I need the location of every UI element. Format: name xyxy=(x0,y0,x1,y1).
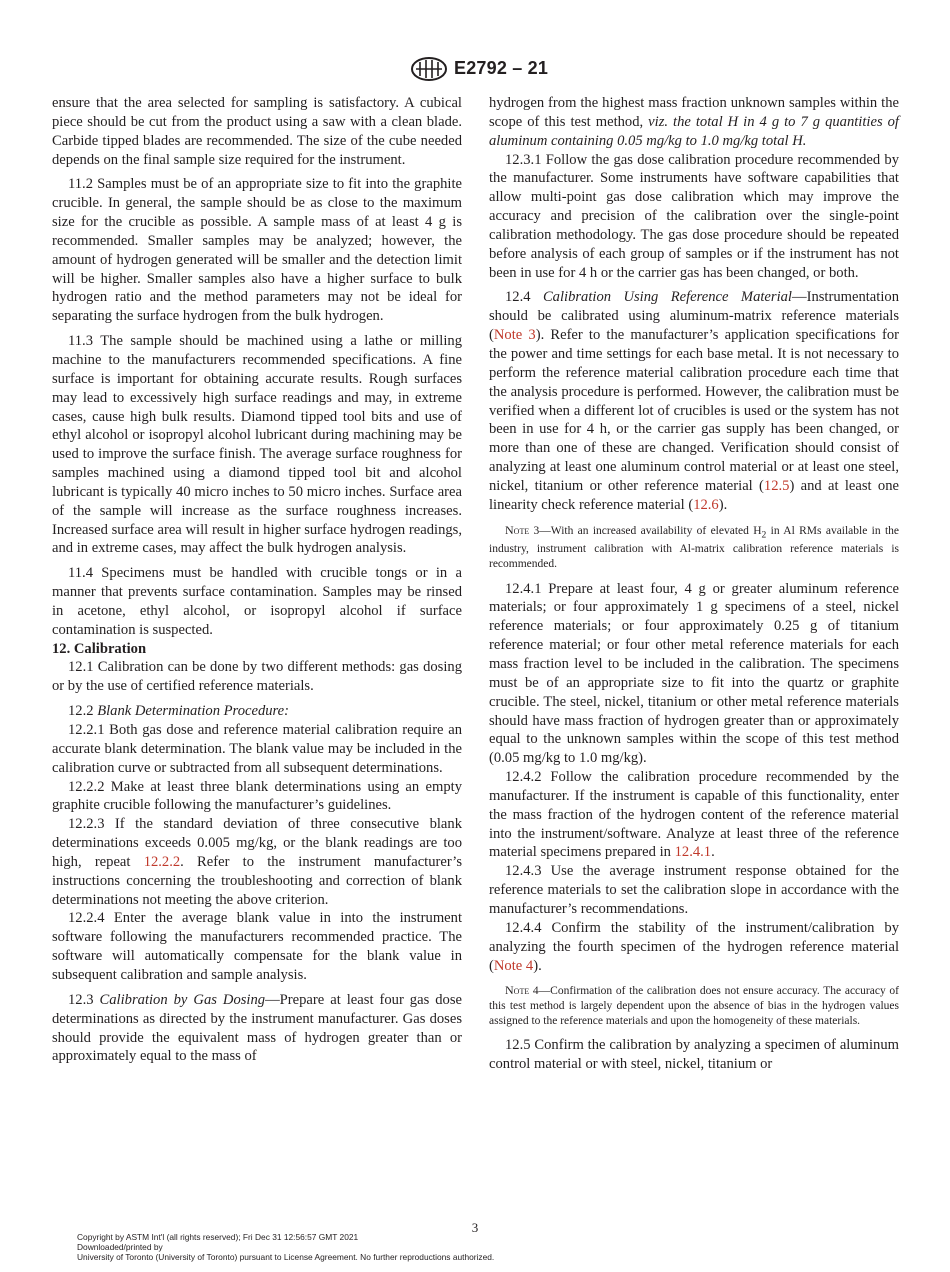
link-note-3[interactable]: Note 3 xyxy=(493,327,536,344)
paragraph-12-4: 12.4 Calibration Using Reference Material—Instrumentation should be calibrated using aluminum-matrix reference materials (Note 3). Refer to the manufacturer’s application specifications for the power and time settings for each base metal. It is not necessary to perform the reference material calibration procedure each time that the analysis procedure is performed. However, the calibration must be verified when a different lot of crucibles is used or the system has not been in use for 4 h, or the carrier gas supply has been changed, or more than one of these are changed. Verification should consist of analyzing at least one aluminum control material or at least one steel, nickel, titanium or other reference material (12.5) and at least one linearity check reference material (12.6). xyxy=(489,289,899,513)
paragraph-12-4-1: 12.4.1 Prepare at least four, 4 g or greater aluminum reference materials; or four approximately 1 g specimens of a steel, nickel reference materials; or four approximately 0.25 g of titanium reference material; or four other metal reference materials for each mass fraction level to be included in the calibration. The specimens must be of an appropriate size to fit into the quartz or graphite crucible. The steel, nickel, titanium or other metal reference materials should have mass fraction of hydrogen greater than or approximately equal to the unknown samples within the scope of this test method (0.05 mg/kg to 1.0 mg/kg). xyxy=(489,580,899,767)
link-note-4[interactable]: Note 4 xyxy=(493,957,534,974)
paragraph-12-3-1: 12.3.1 Follow the gas dose calibration procedure recommended by the manufacturer. Some instruments have software capabilities that allow multi-point gas dose calibration which may improve the accuracy and precision of the calibration over the single-point calibration methodology. The gas dose procedure should be repeated before analysis of each group of samples or if the instrument has not been in use for 4 h or the carrier gas has been changed, or both. xyxy=(489,151,899,281)
paragraph-11-2: 11.2 Samples must be of an appropriate size to fit into the graphite crucible. In general, the sample should be as close to the maximum size for the crucible as possible. A sample mass of at least 4 g is recommended. Smaller samples may be analyzed; however, the amount of hydrogen generated will be smaller and the detection limit will be higher. Smaller samples also have a higher surface to bulk hydrogen ratio and the method parameters may not be ideal for separating the surface hydrogen from the bulk hydrogen. xyxy=(52,176,462,325)
section-heading-calibration: 12. Calibration xyxy=(52,640,147,657)
paragraph: ensure that the area selected for sampling is satisfactory. A cubical piece should be cut from the product using a saw with a clean blade. Carbide tipped blades are recommended. The size of the cube needed depends on the final sample size required for the instrument. xyxy=(52,95,462,168)
document-id: E2792 – 21 xyxy=(454,58,549,78)
paragraph-12-4-3: 12.4.3 Use the average instrument response obtained for the reference materials to set the calibration slope in accordance with the manufacturer’s recommendations. xyxy=(489,863,899,917)
paragraph-12-2-3: 12.2.3 If the standard deviation of three consecutive blank determinations exceeds 0.005 mg/kg, or the blank readings are too high, repeat 12.2.2. Refer to the instrument manufacturer’s instructions concerning the troubleshooting and correction of blank determinations not meeting the above criterion. xyxy=(52,816,462,908)
footer-line: Copyright by ASTM Int'l (all rights reserved); Fri Dec 31 12:56:57 GMT 2021 xyxy=(77,1232,359,1242)
left-column xyxy=(52,94,462,1066)
paragraph-11-4: 11.4 Specimens must be handled with crucible tongs or in a manner that prevents surface contamination. Samples may be rinsed in acetone, ethyl alcohol, or isopropyl alcohol if surface contamination is suspected. xyxy=(52,565,462,638)
page-number: 3 xyxy=(471,1220,479,1235)
paragraph-12-2-4: 12.2.4 Enter the average blank value in into the instrument software following the manufacturers recommended practice. The software will automatically compensate for the blank value in subsequent calibration and sample analysis. xyxy=(52,910,462,983)
link-12-2-2[interactable]: 12.2.2 xyxy=(143,853,181,870)
page-header xyxy=(0,56,950,86)
paragraph-11-3: 11.3 The sample should be machined using a lathe or milling machine to the manufacturers recommended specifications. A fine surface is important for obtaining accurate results. Rough surfaces may lead to excessively high surface readings and may, in extreme cases, cause high bulk results. Diamond tipped tool bits and use of ethyl alcohol or isopropyl alcohol lubricant during machining may be used to improve the surface finish. The average surface roughness for samples machined using a diamond tipped tool bit and alcohol lubricant is typically 40 micro inches to 50 micro inches. Surface area of the sample will increase as the surface roughness increases. Increased surface area will result in higher surface hydrogen readings, and in extreme cases, may affect the bulk hydrogen analysis. xyxy=(52,333,462,557)
note-3: Note 3—With an increased availability of elevated $H_2$ in Al RMs available in the industry, instrument calibration with Al-matrix calibration reference materials is recommended. xyxy=(489,522,899,571)
footer-line: University of Toronto (University of Toronto) pursuant to License Agreement. No further reproductions authorized. xyxy=(77,1252,495,1262)
note-4: Note 4—Confirmation of the calibration does not ensure accuracy. The accuracy of this test method is largely dependent upon the absence of bias in the hydrogen values assigned to the reference materials and upon the homogeneity of these materials. xyxy=(489,983,899,1027)
paragraph-12-1: 12.1 Calibration can be done by two different methods: gas dosing or by the use of certified reference materials. xyxy=(52,659,462,695)
paragraph-12-3: 12.3 Calibration by Gas Dosing—Prepare at least four gas dose determinations as directed by the instrument manufacturer. Gas doses should provide the equivalent mass of hydrogen greater than or approximately equal to the mass of xyxy=(52,991,462,1065)
paragraph-12-2-2: 12.2.2 Make at least three blank determinations using an empty graphite crucible following the manufacturer’s guidelines. xyxy=(52,778,462,814)
footer-line: Downloaded/printed by xyxy=(77,1242,163,1252)
paragraph-12-2-1: 12.2.1 Both gas dose and reference material calibration require an accurate blank determination. The blank value may be included in the calibration curve or subtracted from all subsequent determinations. xyxy=(52,722,462,776)
paragraph-12-4-4: 12.4.4 Confirm the stability of the instrument/calibration by analyzing the fourth specimen of the hydrogen reference material (Note 4). xyxy=(489,919,899,974)
paragraph-12-5: 12.5 Confirm the calibration by analyzing a specimen of aluminum control material or with steel, nickel, titanium or xyxy=(489,1037,899,1072)
link-12-5[interactable]: 12.5 xyxy=(763,477,790,494)
link-12-4-1[interactable]: 12.4.1 xyxy=(674,844,712,861)
copyright-footer xyxy=(77,1232,494,1262)
link-12-6[interactable]: 12.6 xyxy=(693,496,719,513)
astm-logo-icon xyxy=(410,56,448,82)
paragraph-12-4-2: 12.4.2 Follow the calibration procedure recommended by the manufacturer. If the instrument is capable of this functionality, enter the mass fraction of the hydrogen content of the reference material into the instrument/software. Analyze at least three of the reference material specimens prepared in 12.4.1. xyxy=(489,769,899,861)
paragraph: hydrogen from the highest mass fraction unknown samples within the scope of this test method, viz. the total H in 4 g to 7 g quantities of aluminum containing 0.05 mg/kg to 1.0 mg/kg total H. xyxy=(489,95,899,149)
paragraph-12-2: 12.2 Blank Determination Procedure: xyxy=(68,703,290,720)
right-column xyxy=(489,94,899,1074)
